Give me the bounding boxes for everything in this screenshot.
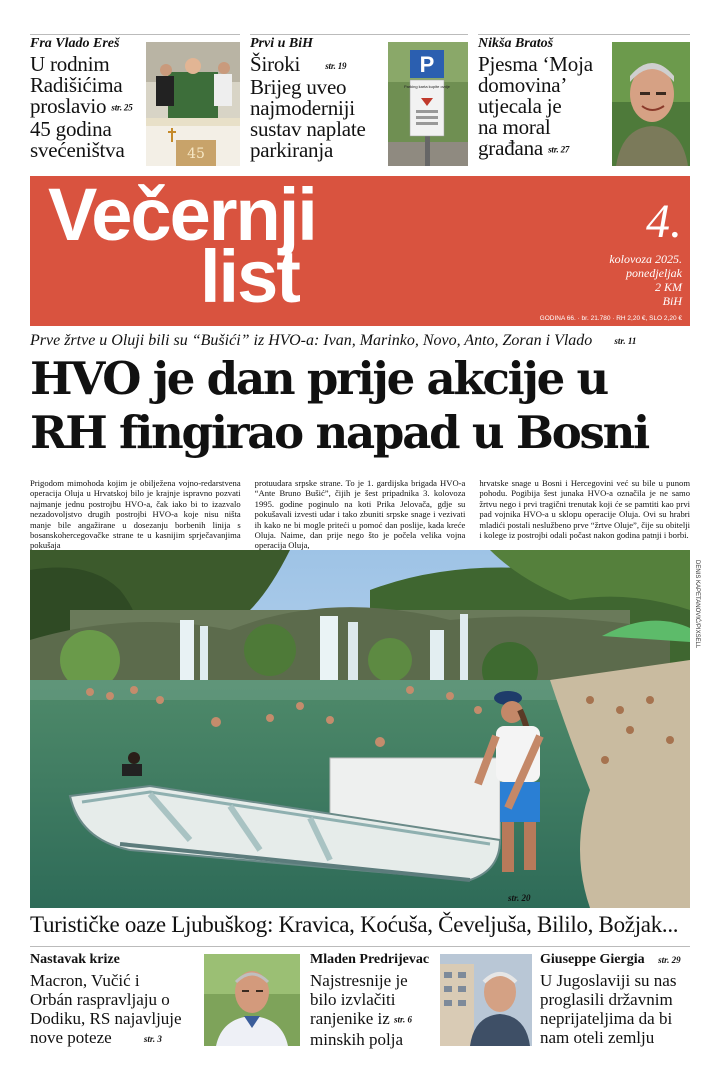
elderly-man-photo[interactable] bbox=[440, 954, 532, 1046]
headline-line: bilo izvlačiti bbox=[310, 990, 396, 1009]
teaser-kicker: Nikša Bratoš bbox=[478, 36, 554, 51]
date-box bbox=[609, 195, 682, 308]
teaser-headline bbox=[310, 971, 430, 1049]
headline-line: proglasili državnim bbox=[540, 990, 673, 1009]
top-rule bbox=[478, 34, 690, 35]
teaser-headline bbox=[30, 971, 200, 1049]
photo-credit: DENIS KAPETANOVIĆ/PIXSELL bbox=[694, 560, 700, 649]
headline-line: sustav naplate bbox=[250, 116, 366, 141]
body-column: hrvatske snage u Bosni i Hercegovini već su bile u punom pohodu. Pogibija šest junaka HVO-a označila je ne samo žrtvu nego i prvi tragični trenutak koji će se pamtiti kao prvi pad vojnika HVO-a u sklopu operacije Oluja. Ovi su hrabri mladići postali neslužbeno prve “žrtve Oluje”, čije su obitelji i kolege iz postrojbi odali počast nakon godina patnji i borbi. bbox=[479, 478, 691, 541]
teaser-headline bbox=[30, 54, 148, 161]
teaser-kicker: Prvi u BiH bbox=[250, 36, 314, 51]
date-month-year: kolovoza 2025. bbox=[609, 252, 682, 266]
logo-line-2: list bbox=[200, 235, 299, 318]
headline-line: U Jugoslaviji su nas bbox=[540, 971, 677, 990]
newspaper-logo[interactable] bbox=[48, 173, 316, 318]
page-ref: str. 29 bbox=[658, 954, 681, 965]
headline-line: neprijateljima da bi bbox=[540, 1009, 673, 1028]
teaser-kicker: Nastavak krize bbox=[30, 952, 120, 967]
teaser-headline bbox=[540, 971, 700, 1047]
politician-photo[interactable] bbox=[204, 954, 300, 1046]
sign-letter: P bbox=[419, 52, 435, 77]
headline-line: Dodiku, RS najavljuje bbox=[30, 1009, 182, 1028]
headline-line: U rodnim bbox=[30, 52, 110, 76]
teaser-headline bbox=[250, 54, 390, 161]
lead-subhead[interactable] bbox=[30, 332, 636, 350]
headline-line: utjecala je bbox=[478, 94, 562, 118]
issue-info: GODINA 66. · br. 21.780 · RH 2,20 €, SLO 2,20 € bbox=[539, 315, 682, 322]
bottom-teaser-2[interactable] bbox=[310, 952, 430, 1049]
teaser-kicker: Mladen Predrijevac bbox=[310, 952, 430, 967]
parking-sign-photo[interactable] bbox=[388, 42, 468, 166]
headline-line: RH fingirao napad u Bosni bbox=[30, 406, 649, 459]
page-ref: str. 6 bbox=[394, 1014, 413, 1025]
headline-line: nam oteli zemlju bbox=[540, 1028, 655, 1047]
portrait-photo[interactable] bbox=[612, 42, 690, 166]
headline-line: 45 godina bbox=[30, 116, 112, 141]
sign-text: Parking karta kupite ovdje bbox=[403, 84, 451, 89]
headline-line: HVO je dan prije akcije u bbox=[30, 352, 608, 405]
headline-line: Orbán raspravljaju o bbox=[30, 990, 170, 1009]
headline-line: parkiranja bbox=[250, 137, 334, 162]
waterfall-photo[interactable] bbox=[30, 550, 690, 908]
lead-headline[interactable] bbox=[30, 352, 710, 460]
headline-line: Pjesma ‘Moja bbox=[478, 52, 593, 76]
bottom-teaser-1[interactable] bbox=[30, 952, 200, 1049]
headline-line: nove poteze bbox=[30, 1028, 112, 1047]
headline-line: domovina’ bbox=[478, 73, 568, 97]
headline-line: minskih polja bbox=[310, 1029, 404, 1049]
kicker-text: Giuseppe Giergia bbox=[540, 952, 645, 967]
headline-line: Najstresnije je bbox=[310, 971, 408, 990]
headline-line: Radišićima bbox=[30, 73, 123, 97]
price: 2 KM bbox=[655, 280, 682, 294]
country: BiH bbox=[662, 294, 682, 308]
headline-line: ranjenike iz bbox=[310, 1009, 390, 1028]
date-day: 4. bbox=[646, 195, 682, 248]
headline-line: građana bbox=[478, 136, 544, 160]
headline-line: svećeništva bbox=[30, 137, 125, 162]
top-teaser-2[interactable] bbox=[250, 36, 390, 172]
page-ref: str. 25 bbox=[111, 102, 133, 113]
top-teaser-3[interactable] bbox=[478, 36, 614, 172]
photo-caption[interactable]: Turističke oaze Ljubuškog: Kravica, Koćuša, Čeveljuša, Bililo, Božjak... bbox=[30, 912, 679, 937]
page-ref: str. 27 bbox=[548, 144, 570, 155]
page-ref: str. 11 bbox=[614, 336, 637, 347]
headline-line: proslavio bbox=[30, 94, 107, 118]
bottom-rule bbox=[30, 946, 690, 947]
logo-line-1: Večernji bbox=[48, 173, 316, 256]
headline-line: Brijeg uveo bbox=[250, 74, 347, 99]
page-ref: str. 3 bbox=[143, 1033, 162, 1044]
headline-line: Macron, Vučić i bbox=[30, 971, 140, 990]
body-column: Prigodom mimohoda kojim je obilježena vojno-redarstvena operacija Oluja u Hrvatskoj bilo je krajnje ispravno pozvati najmanje jednu postrojbu HVO-a, čak iako bi to izazvalo nezadovoljstvo drugih postrojbi HVO-a koje nisu ništa manje bile angažirane u dosezanju borbenih linija s bosanskohercegovačke strane te u kasnijim sprječavanjima pokušaja bbox=[30, 478, 241, 551]
lead-body bbox=[30, 478, 690, 551]
page-ref: str. 19 bbox=[325, 60, 347, 71]
teaser-kicker: Fra Vlado Ereš bbox=[30, 36, 120, 51]
bottom-teaser-3[interactable] bbox=[540, 952, 700, 1047]
photo-page-ref: str. 20 bbox=[508, 893, 531, 903]
top-rule bbox=[250, 34, 468, 35]
svg-text:45: 45 bbox=[187, 146, 205, 162]
headline-line: najmoderniji bbox=[250, 95, 355, 120]
headline-line: na moral bbox=[478, 115, 551, 139]
body-column: protuudara srpske strane. To je 1. gardijska brigada HVO-a “Ante Bruno Bušić”, čijih je šest pripadnika 3. kolovoza 1995. godine poginulo na koti Prika Jelovača, gdje su pokušavali izvesti udar i tako zbuniti srpske snage i vezivati ih kako ne bi mogle priteći u pomoć dan poslije, kada kreće Oluja. Naime, dan prije nego što je počela velika vojna operacija Oluja, bbox=[254, 478, 466, 551]
teaser-kicker bbox=[540, 952, 700, 968]
priest-photo[interactable] bbox=[146, 42, 240, 166]
date-weekday: ponedjeljak bbox=[626, 266, 682, 280]
masthead bbox=[30, 173, 690, 326]
subhead-text: Prve žrtve u Oluji bili su “Bušići” iz HVO-a: Ivan, Marinko, Novo, Anto, Zoran i Vlado bbox=[30, 332, 593, 349]
teaser-headline bbox=[478, 54, 614, 161]
headline-line: Široki bbox=[250, 52, 301, 76]
top-teaser-1[interactable] bbox=[30, 36, 148, 172]
top-rule bbox=[30, 34, 240, 35]
